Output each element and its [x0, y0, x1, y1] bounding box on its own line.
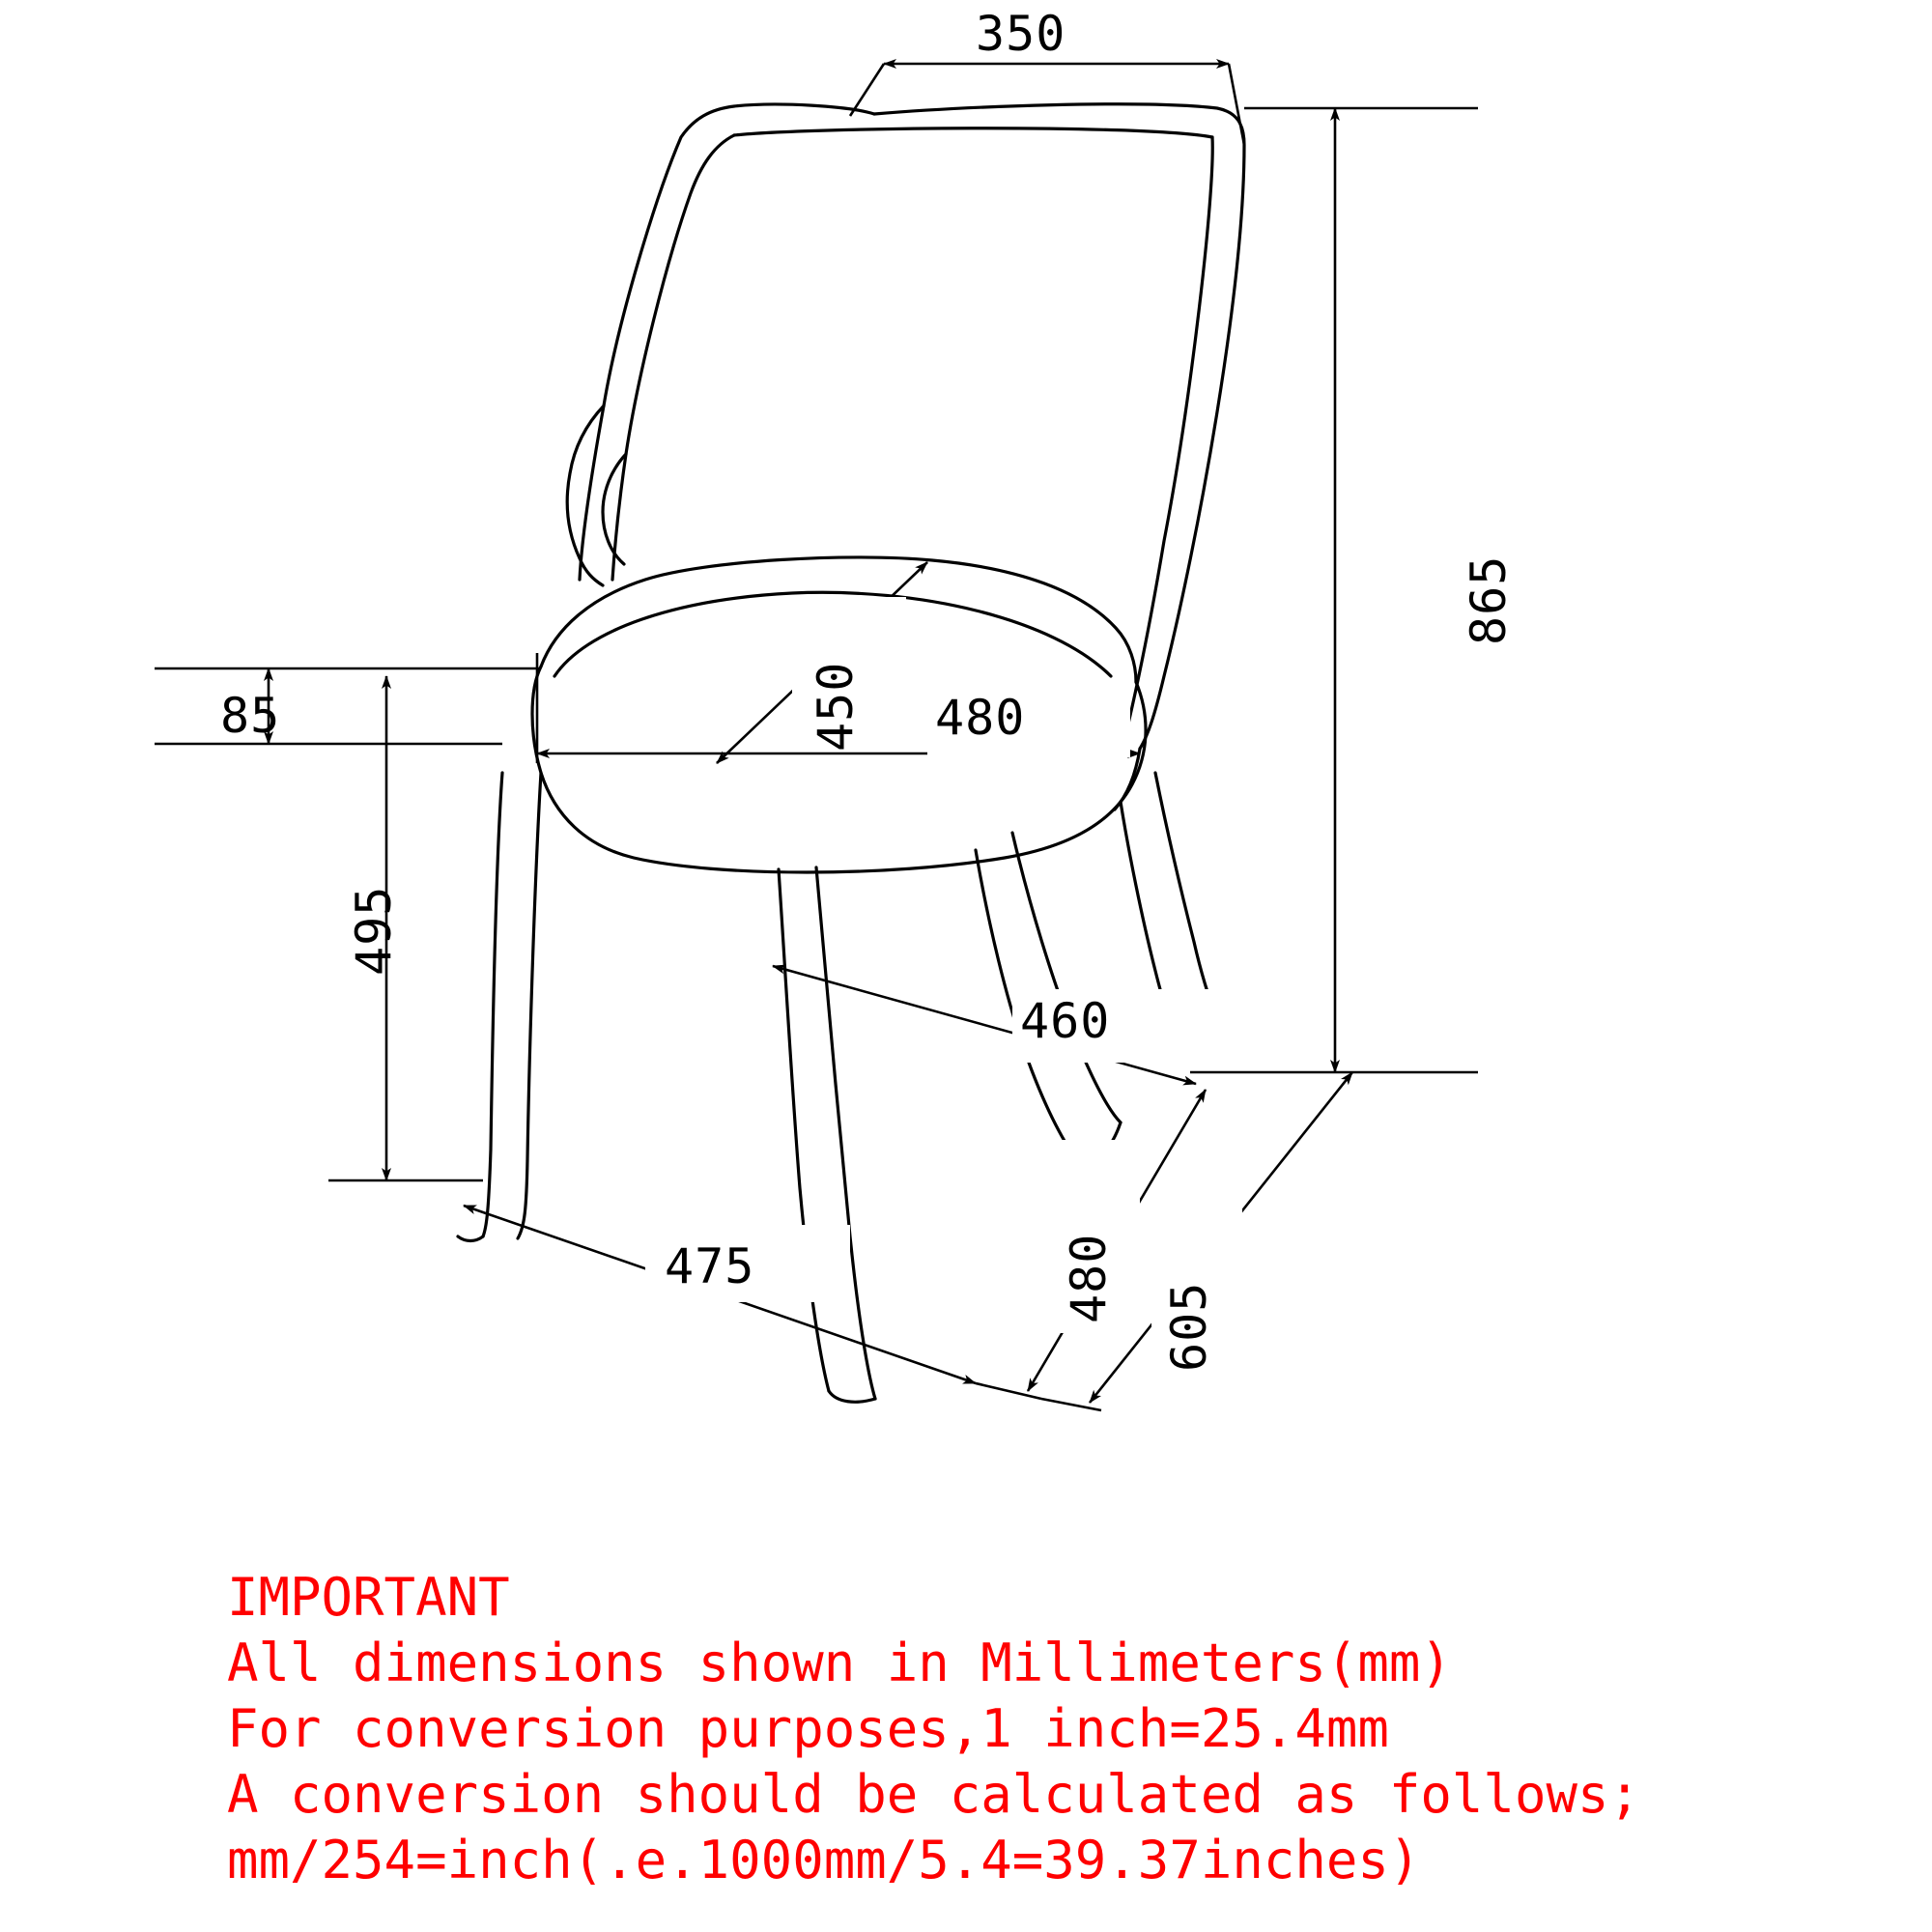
dimension-label-foot-width: 475 — [665, 1238, 755, 1294]
note-line-method: A conversion should be calculated as follows; — [227, 1764, 1640, 1825]
dimension-label-seat-width: 480 — [935, 690, 1026, 746]
dimension-label-foot-depth: 480 — [1061, 1233, 1117, 1323]
dimension-label-seat-depth: 450 — [808, 661, 864, 752]
dimension-label-back-width: 350 — [976, 6, 1066, 62]
dimension-label-seat-height: 495 — [346, 885, 402, 976]
note-line-title: IMPORTANT — [227, 1567, 510, 1628]
dimension-label-armrest-offset: 85 — [220, 688, 281, 744]
note-line-conversion: For conversion purposes,1 inch=25.4mm — [227, 1698, 1389, 1759]
note-line-example: mm/254=inch(.e.1000mm/5.4=39.37inches) — [227, 1830, 1421, 1890]
note-line-units: All dimensions shown in Millimeters(mm) — [227, 1633, 1452, 1693]
important-notes — [227, 1565, 1676, 1893]
dimension-label-overall-height: 865 — [1461, 554, 1517, 645]
dimension-label-overall-depth: 605 — [1161, 1281, 1217, 1372]
dimension-label-leg-spread-depth: 460 — [1020, 993, 1111, 1049]
